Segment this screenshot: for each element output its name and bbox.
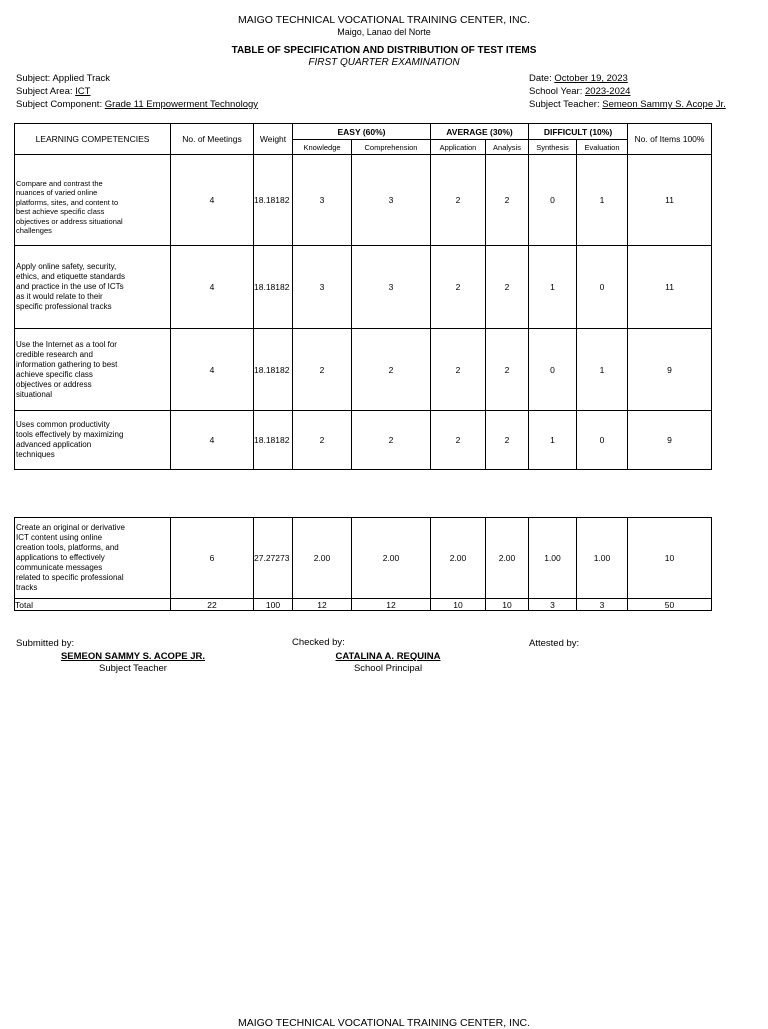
specification-table (14, 123, 712, 470)
evaluation-cell: 1.00 (577, 518, 628, 599)
weight-cell: 18.18182 (254, 246, 293, 329)
knowledge-cell: 2.00 (293, 518, 352, 599)
document-subtitle: FIRST QUARTER EXAMINATION (308, 57, 460, 68)
subject-label: Subject: (16, 73, 51, 84)
items-cell: 9 (628, 411, 712, 470)
comprehension-cell: 2 (352, 329, 431, 411)
header-meetings: No. of Meetings (171, 124, 254, 155)
competency-cell (15, 246, 171, 329)
subject-area-line (16, 85, 258, 98)
synthesis-cell: 1.00 (529, 518, 577, 599)
subject-teacher-label: Subject Teacher: (529, 99, 600, 110)
analysis-cell: 2 (486, 411, 529, 470)
synthesis-cell: 1 (529, 411, 577, 470)
analysis-cell: 2.00 (486, 518, 529, 599)
meta-right (529, 72, 726, 111)
application-cell: 2.00 (431, 518, 486, 599)
school-year-line (529, 85, 726, 98)
competency-text: Compare and contrast the nuances of varied online platforms, sites, and content to best achieve specific class objectives or address situational challenges (16, 178, 123, 235)
specification-table-continued (14, 517, 712, 611)
school-year-label: School Year: (529, 86, 583, 97)
total-analysis: 10 (486, 599, 529, 611)
header-analysis: Analysis (486, 140, 529, 155)
header-easy: EASY (60%) (293, 124, 431, 140)
items-cell: 10 (628, 518, 712, 599)
comprehension-cell: 3 (352, 155, 431, 246)
knowledge-cell: 2 (293, 329, 352, 411)
total-meetings: 22 (171, 599, 254, 611)
document-title: TABLE OF SPECIFICATION AND DISTRIBUTION OF TEST ITEMS (231, 45, 537, 56)
total-synthesis: 3 (529, 599, 577, 611)
date-label: Date: (529, 73, 552, 84)
synthesis-cell: 1 (529, 246, 577, 329)
date-line (529, 72, 726, 85)
subject-value: Applied Track (52, 73, 111, 84)
meetings-cell: 6 (171, 518, 254, 599)
competency-cell (15, 411, 171, 470)
subject-component-value: Grade 11 Empowerment Technology (104, 99, 259, 110)
table-row (15, 246, 712, 329)
total-row (15, 599, 712, 611)
header-application: Application (431, 140, 486, 155)
next-page-header: MAIGO TECHNICAL VOCATIONAL TRAINING CENTER, INC. (237, 1017, 531, 1029)
checked-by-label: Checked by: (292, 637, 345, 648)
subject-component-label: Subject Component: (16, 99, 103, 110)
competency-text: Uses common productivity tools effectively by maximizing advanced application techniques (16, 420, 124, 459)
attested-by-label: Attested by: (529, 638, 580, 649)
synthesis-cell: 0 (529, 329, 577, 411)
weight-cell: 18.18182 (254, 411, 293, 470)
date-value: October 19, 2023 (554, 73, 628, 84)
total-application: 10 (431, 599, 486, 611)
analysis-cell: 2 (486, 329, 529, 411)
analysis-cell: 2 (486, 246, 529, 329)
competency-text: Apply online safety, security, ethics, and etiquette standards and practice in the use of ICTs as it would relate to their specific professional tracks (16, 262, 125, 311)
application-cell: 2 (431, 411, 486, 470)
application-cell: 2 (431, 246, 486, 329)
competency-text: Use the Internet as a tool for credible research and information gathering to best achieve specific class objectives or address situational (16, 339, 118, 399)
submitted-by-label: Submitted by: (16, 638, 75, 649)
knowledge-cell: 3 (293, 155, 352, 246)
evaluation-cell: 1 (577, 329, 628, 411)
synthesis-cell: 0 (529, 155, 577, 246)
school-name: MAIGO TECHNICAL VOCATIONAL TRAINING CENTER, INC. (237, 14, 531, 26)
knowledge-cell: 2 (293, 411, 352, 470)
competency-cell (15, 518, 171, 599)
comprehension-cell: 3 (352, 246, 431, 329)
weight-cell: 18.18182 (254, 155, 293, 246)
school-year-value: 2023-2024 (585, 86, 631, 97)
checked-by-position: School Principal (353, 663, 423, 674)
header-weight: Weight (254, 124, 293, 155)
subject-teacher-line (529, 98, 726, 111)
header-items: No. of Items 100% (628, 124, 712, 155)
meetings-cell: 4 (171, 155, 254, 246)
total-items: 50 (628, 599, 712, 611)
table-row (15, 329, 712, 411)
subject-line (16, 72, 258, 85)
submitted-by-position: Subject Teacher (99, 663, 167, 674)
total-evaluation: 3 (577, 599, 628, 611)
application-cell: 2 (431, 329, 486, 411)
subject-teacher-value: Semeon Sammy S. Acope Jr. (602, 99, 726, 110)
meetings-cell: 4 (171, 329, 254, 411)
comprehension-cell: 2 (352, 411, 431, 470)
meetings-cell: 4 (171, 411, 254, 470)
header-difficult: DIFFICULT (10%) (529, 124, 628, 140)
submitted-by-name: SEMEON SAMMY S. ACOPE JR. (60, 651, 206, 662)
items-cell: 9 (628, 329, 712, 411)
subject-area-value: ICT (75, 86, 91, 97)
school-address: Maigo, Lanao del Norte (337, 27, 431, 37)
header-comprehension: Comprehension (352, 140, 431, 155)
table-row (15, 155, 712, 246)
total-label: Total (15, 599, 171, 611)
table-row (15, 518, 712, 599)
items-cell: 11 (628, 246, 712, 329)
evaluation-cell: 1 (577, 155, 628, 246)
total-weight: 100 (254, 599, 293, 611)
competency-cell (15, 155, 171, 246)
knowledge-cell: 3 (293, 246, 352, 329)
table-row (15, 411, 712, 470)
total-knowledge: 12 (293, 599, 352, 611)
evaluation-cell: 0 (577, 411, 628, 470)
header-knowledge: Knowledge (293, 140, 352, 155)
weight-cell: 27.27273 (254, 518, 293, 599)
meetings-cell: 4 (171, 246, 254, 329)
application-cell: 2 (431, 155, 486, 246)
subject-component-line (16, 98, 258, 111)
competency-text: Create an original or derivative ICT content using online creation tools, platforms, and applications to effectively communicate messages related to specific professional tracks (16, 523, 125, 592)
analysis-cell: 2 (486, 155, 529, 246)
items-cell: 11 (628, 155, 712, 246)
header-evaluation: Evaluation (577, 140, 628, 155)
subject-area-label: Subject Area: (16, 86, 73, 97)
total-comprehension: 12 (352, 599, 431, 611)
header-average: AVERAGE (30%) (431, 124, 529, 140)
comprehension-cell: 2.00 (352, 518, 431, 599)
header-synthesis: Synthesis (529, 140, 577, 155)
weight-cell: 18.18182 (254, 329, 293, 411)
checked-by-name: CATALINA A. REQUINA (335, 651, 441, 662)
header-competencies: LEARNING COMPETENCIES (15, 124, 171, 155)
evaluation-cell: 0 (577, 246, 628, 329)
meta-left (16, 72, 258, 111)
competency-cell (15, 329, 171, 411)
